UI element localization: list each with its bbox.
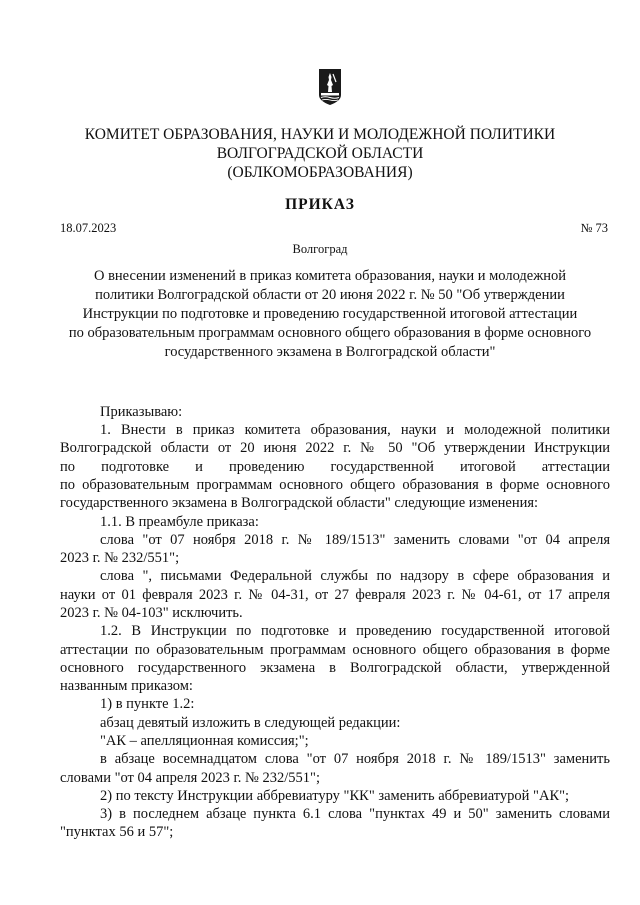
body-line: Приказываю: (100, 404, 183, 420)
body-line: 2) по тексту Инструкции аббревиатуру "КК" заменить аббревиатурой "АК"; (100, 788, 570, 804)
body-line: в абзаце восемнадцатом слова "от 07 ноября 2018 г. № 189/1513" заменить (100, 751, 610, 767)
subject-line: по образовательным программам основного общего образования в форме основного (68, 325, 592, 341)
document-title: ПРИКАЗ (285, 196, 355, 213)
body-line: абзац девятый изложить в следующей редакции: (100, 715, 401, 731)
org-name-line-2: ВОЛГОГРАДСКОЙ ОБЛАСТИ (216, 145, 424, 162)
body-line: 1. Внести в приказ комитета образования, науки и молодежной политики (100, 422, 610, 438)
body-line: словами "от 04 апреля 2023 г. № 232/551"; (60, 770, 320, 786)
subject-line: Инструкции по подготовке и проведению государственной итоговой аттестации (82, 306, 578, 322)
body-line: "АК – апелляционная комиссия;"; (100, 733, 309, 749)
body-line: 1.2. В Инструкции по подготовке и проведению государственной итоговой (100, 623, 610, 639)
body-line: государственного экзамена в Волгоградской области" следующие изменения: (60, 495, 539, 511)
body-line: Волгоградской области от 20 июня 2022 г. № 50 "Об утверждении Инструкции (60, 440, 610, 456)
subject-line: О внесении изменений в приказ комитета образования, науки и молодежной (93, 268, 567, 284)
body-line: 1) в пункте 1.2: (100, 696, 195, 712)
body-line: аттестации по образовательным программам основного общего образования в форме (60, 642, 610, 658)
body-line: 1.1. В преамбуле приказа: (100, 514, 259, 530)
org-name-line-1: КОМИТЕТ ОБРАЗОВАНИЯ, НАУКИ И МОЛОДЕЖНОЙ ПОЛИТИКИ (84, 126, 556, 143)
subject-line: политики Волгоградской области от 20 июня 2022 г. № 50 "Об утверждении (95, 287, 565, 303)
order-number: № 73 (580, 221, 608, 235)
volgograd-emblem-icon (318, 68, 342, 106)
body-line: названным приказом: (60, 678, 193, 694)
body-line: основного государственного экзамена в Волгоградской области, утвержденной (60, 660, 610, 676)
body-line: "пунктах 56 и 57"; (60, 824, 174, 840)
org-name-short: (ОБЛКОМОБРАЗОВАНИЯ) (227, 164, 413, 181)
order-city: Волгоград (292, 242, 348, 256)
body-line: слова "от 07 ноября 2018 г. № 189/1513" заменить словами "от 04 апреля (100, 532, 610, 548)
body-line: по подготовке и проведению государственной итоговой аттестации (60, 459, 610, 475)
body-line: науки от 01 февраля 2023 г. № 04-31, от 27 февраля 2023 г. № 04-61, от 17 апреля (60, 587, 610, 603)
body-line: 2023 г. № 04-103" исключить. (60, 605, 243, 621)
body-line: 3) в последнем абзаце пункта 6.1 слова "пунктах 49 и 50" заменить словами (100, 806, 610, 822)
order-date: 18.07.2023 (60, 221, 117, 235)
body-line: слова ", письмами Федеральной службы по надзору в сфере образования и (100, 568, 610, 584)
body-line: по образовательным программам основного общего образования в форме основного (60, 477, 610, 493)
body-line: 2023 г. № 232/551"; (60, 550, 180, 566)
subject-line: государственного экзамена в Волгоградской области" (164, 344, 496, 360)
